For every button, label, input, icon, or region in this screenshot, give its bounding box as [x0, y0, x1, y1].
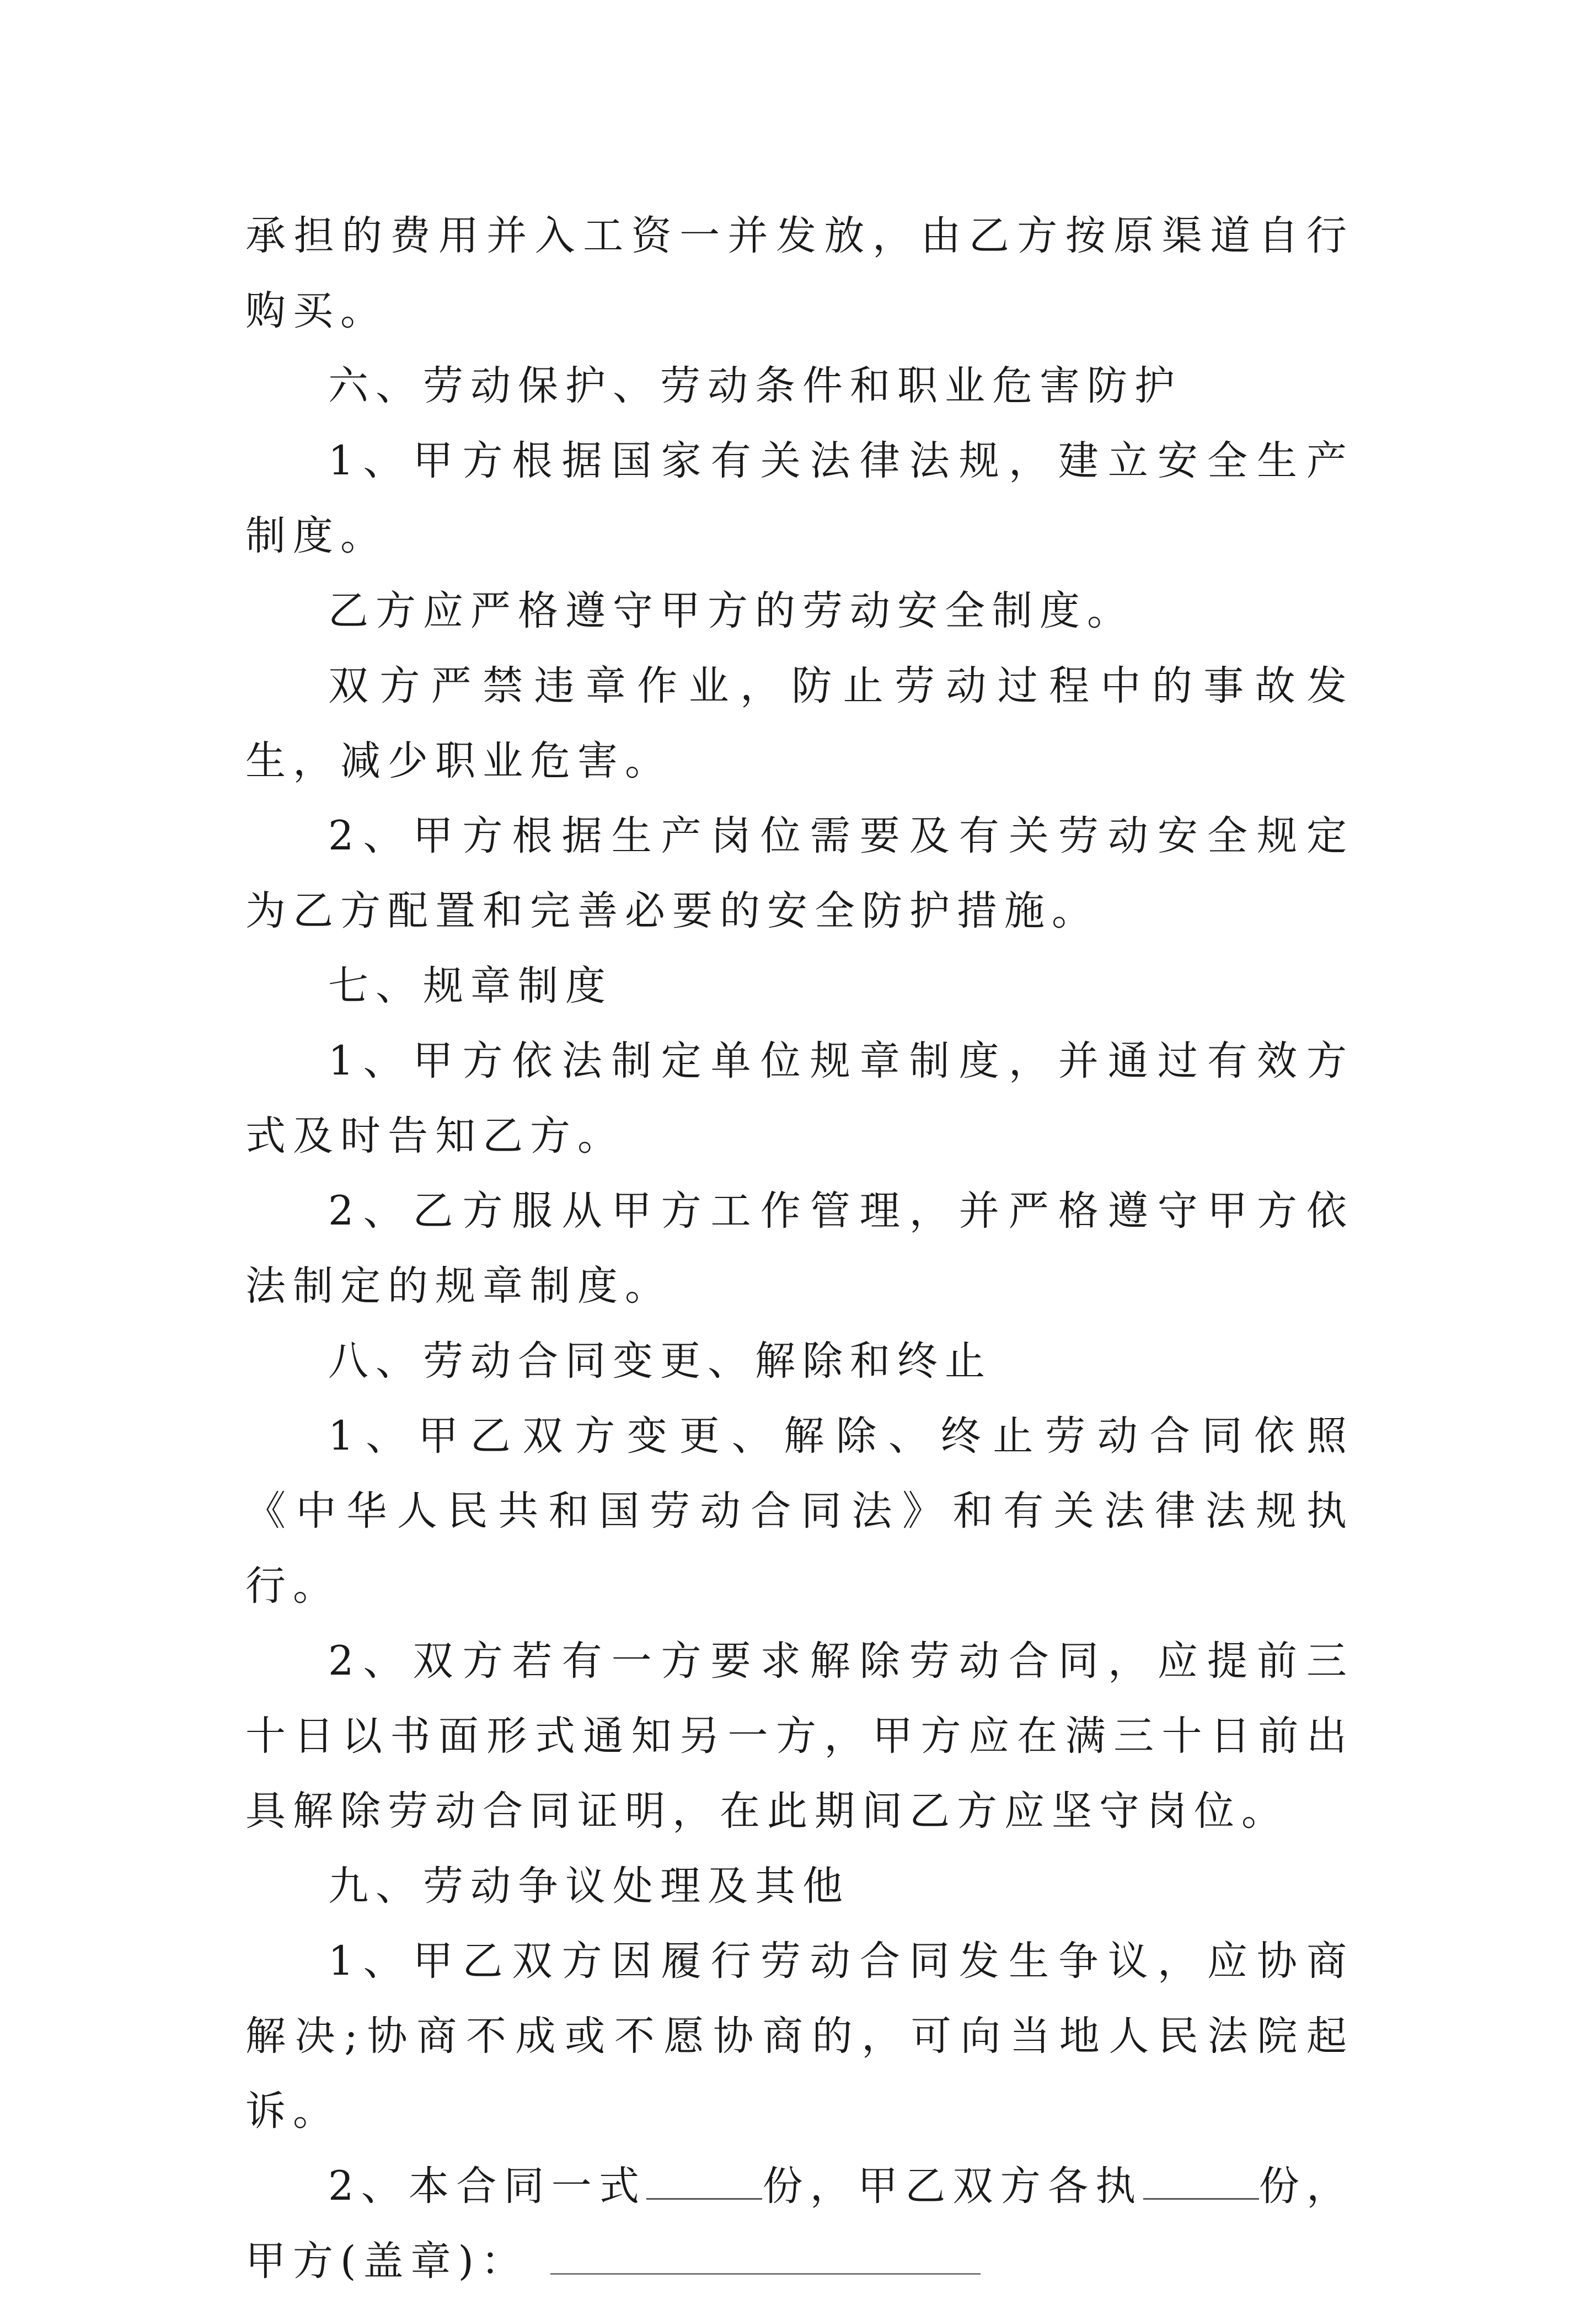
paragraph-6-1: 1、甲方根据国家有关法律法规，建立安全生产制度。	[245, 437, 1354, 559]
paragraph-7-2: 2、乙方服从甲方工作管理，并严格遵守甲方依法制定的规章制度。	[245, 1188, 1354, 1309]
copies-label: 2、本合同一式	[328, 2163, 647, 2210]
paragraph-8-2: 2、双方若有一方要求解除劳动合同，应提前三十日以书面形式通知另一方，甲方应在满三十日前出具解除劳动合同证明，在此期间乙方应坚守岗位。	[245, 1638, 1354, 1835]
copies-each-blank	[1143, 2165, 1259, 2200]
paragraph-6-3: 双方严禁违章作业，防止劳动过程中的事故发生，减少职业危害。	[245, 662, 1354, 784]
section-heading-7: 七、规章制度	[328, 963, 613, 1009]
paragraph-6-4: 2、甲方根据生产岗位需要及有关劳动安全规定为乙方配置和完善必要的安全防护措施。	[245, 812, 1354, 934]
section-heading-8: 八、劳动合同变更、解除和终止	[328, 1338, 992, 1384]
paragraph-6-2: 乙方应严格遵守甲方的劳动安全制度。	[328, 587, 1134, 634]
contract-body	[245, 199, 1354, 2299]
paragraph-9-1: 1、甲乙双方因履行劳动合同发生争议，应协商解决;协商不成或不愿协商的，可向当地人民法院起诉。	[245, 1938, 1354, 2135]
copies-each-label: 份，甲乙双方各执	[762, 2163, 1143, 2210]
paragraph-cost-continuation: 承担的费用并入工资一并发放，由乙方按原渠道自行购买。	[245, 212, 1354, 334]
copies-total-blank	[646, 2165, 762, 2200]
section-heading-6: 六、劳动保护、劳动条件和职业危害防护	[328, 362, 1182, 409]
paragraph-8-1: 1、甲乙双方变更、解除、终止劳动合同依照《中华人民共和国劳动合同法》和有关法律法规执行。	[245, 1413, 1354, 1610]
paragraph-9-2-signature	[245, 2149, 1354, 2299]
paragraph-7-1: 1、甲方依法制定单位规章制度，并通过有效方式及时告知乙方。	[245, 1038, 1354, 1159]
party-a-signature-line	[550, 2234, 981, 2275]
party-a-seal-label: 份，甲方(盖章)：	[245, 2163, 1354, 2285]
section-heading-9: 九、劳动争议处理及其他	[328, 1863, 850, 1910]
